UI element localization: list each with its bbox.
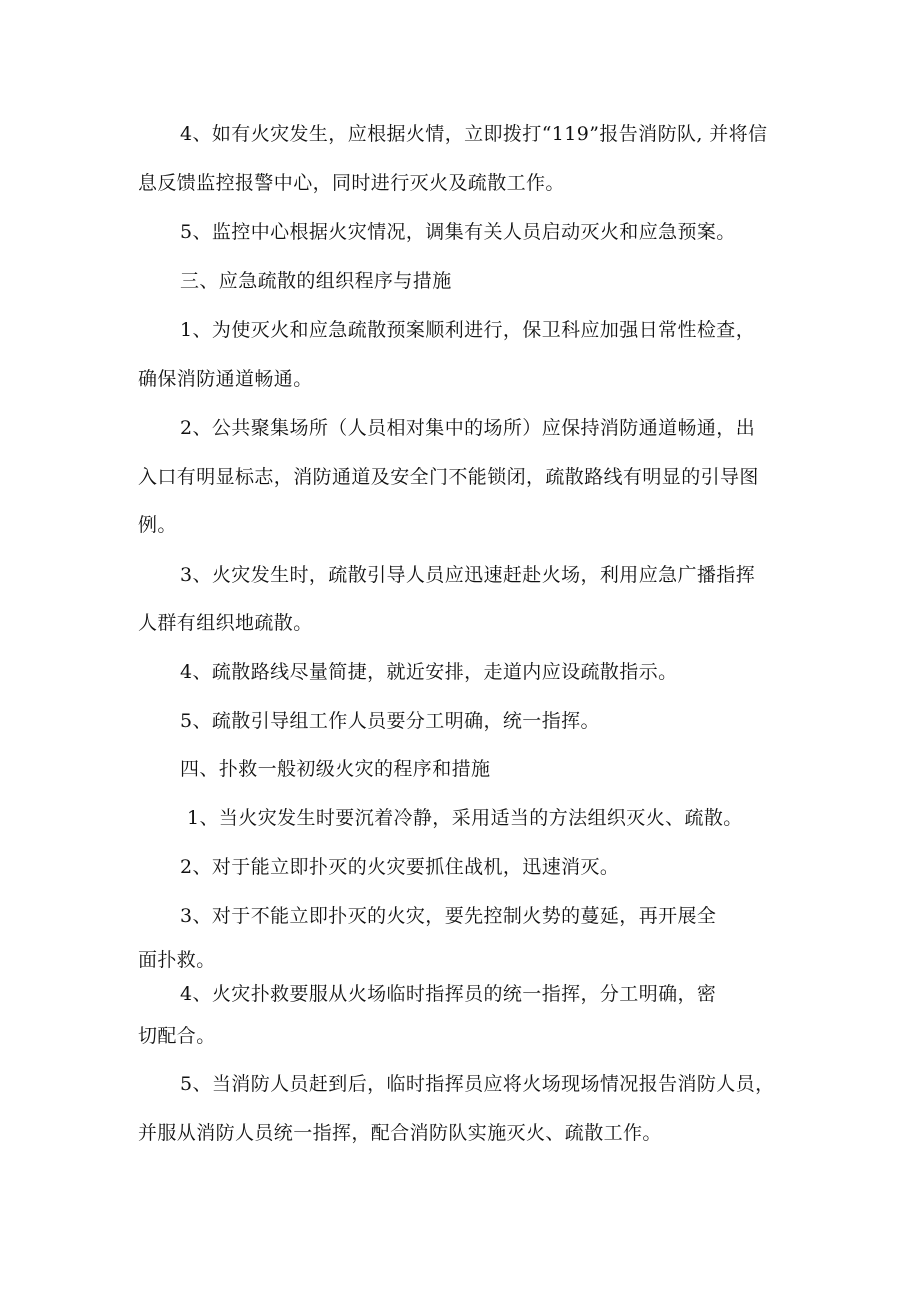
paragraph-line: 3、对于不能立即扑灭的火灾，要先控制火势的蔓延，再开展全	[180, 905, 717, 927]
paragraph-line: 面扑救。	[138, 949, 216, 971]
paragraph-line: 1、为使灭火和应急疏散预案顺利进行，保卫科应加强日常性检查，	[180, 319, 756, 341]
paragraph-line: 息反馈监控报警中心，同时进行灭火及疏散工作。	[138, 172, 565, 194]
paragraph-line: 确保消防通道畅通。	[138, 368, 313, 390]
section-heading: 三、应急疏散的组织程序与措施	[180, 270, 452, 292]
paragraph-line: 人群有组织地疏散。	[138, 612, 313, 634]
paragraph-line: 入口有明显标志，消防通道及安全门不能锁闭，疏散路线有明显的引导图	[138, 466, 759, 488]
paragraph-line: 并服从消防人员统一指挥，配合消防队实施灭火、疏散工作。	[138, 1122, 662, 1144]
paragraph-line: 2、公共聚集场所（人员相对集中的场所）应保持消防通道畅通，出	[180, 417, 756, 439]
paragraph-line: 5、疏散引导组工作人员要分工明确，统一指挥。	[180, 710, 600, 732]
paragraph-line: 2、对于能立即扑灭的火灾要抓住战机，迅速消灭。	[180, 856, 620, 878]
paragraph-line: 1、当火灾发生时要沉着冷静，采用适当的方法组织灭火、疏散。	[187, 807, 743, 829]
paragraph-line: 5、当消防人员赶到后，临时指挥员应将火场现场情况报告消防人员，	[180, 1073, 775, 1095]
paragraph-line: 4、如有火灾发生，应根据火情，立即拨打“119”报告消防队, 并将信	[180, 123, 768, 145]
section-heading: 四、扑救一般初级火灾的程序和措施	[180, 758, 491, 780]
paragraph-line: 4、火灾扑救要服从火场临时指挥员的统一指挥，分工明确，密	[180, 983, 717, 1005]
paragraph-line: 3、火灾发生时，疏散引导人员应迅速赶赴火场，利用应急广播指挥	[180, 564, 756, 586]
paragraph-line: 5、监控中心根据火灾情况，调集有关人员启动灭火和应急预案。	[180, 221, 736, 243]
paragraph-line: 切配合。	[138, 1025, 216, 1047]
paragraph-line: 4、疏散路线尽量简捷，就近安排，走道内应设疏散指示。	[180, 661, 678, 683]
paragraph-line: 例。	[138, 514, 177, 536]
